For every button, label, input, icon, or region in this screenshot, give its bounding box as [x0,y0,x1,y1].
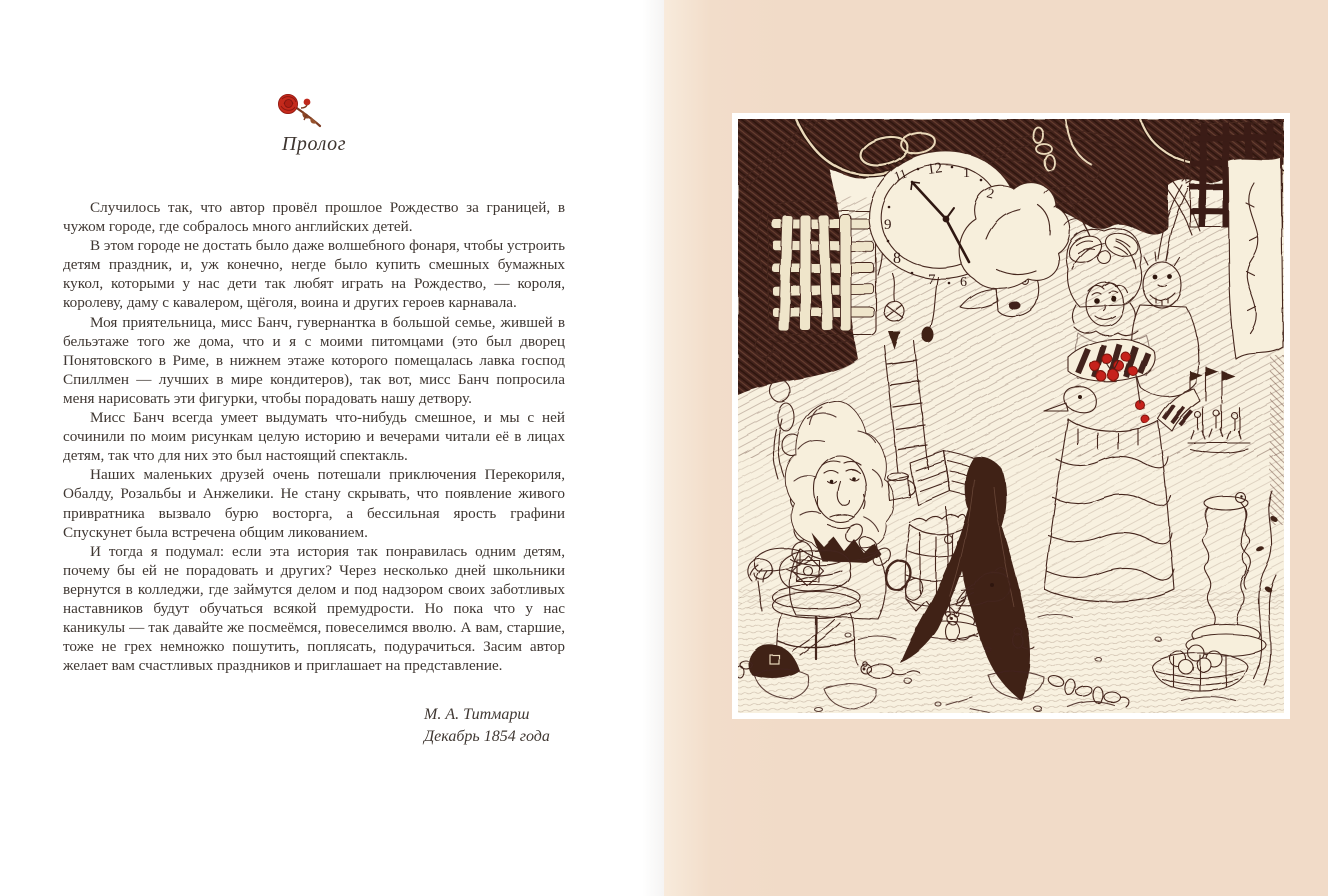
svg-text:7: 7 [928,272,936,288]
paragraph: Моя приятельница, мисс Банч, гувернантка в большой семье, жившей в бельэтаже того же дома, что и я с моими питомцами (это был дворец Понятовского в Риме, в нижнем этаже которого помещалась лавка господ Спиллмен — лучших в мире кондитеров), так вот, мисс Банч попросила меня нарисовать эти фигурки, чтобы порадовать нашу детвору. [63,313,565,407]
paragraph: В этом городе не достать было даже волшебного фонаря, чтобы устроить детям праздник, и, уж конечно, негде было купить смешных бумажных кукол, которыми у нас дети так любят играть на Рождество, — короля, королеву, даму с кавалером, щёголя, воина и других героев карнавала. [63,237,565,312]
svg-text:6: 6 [960,275,967,290]
paragraph: Случилось так, что автор провёл прошлое Рождество за границей, в чужом городе, где собралось много английских детей. [63,199,565,236]
signature-author: М. А. Титмарш [424,706,530,723]
signature-date: Декабрь 1854 года [424,728,550,745]
svg-text:9: 9 [884,217,892,233]
signature-block [424,704,550,748]
prologue-text [63,198,565,675]
svg-text:12: 12 [926,160,944,178]
illustration-plate [732,113,1290,719]
svg-text:11: 11 [891,165,909,184]
paragraph: Наших маленьких друзей очень потешали приключения Перекориля, Обалду, Розальбы и Анжелики. Не стану скрывать, что появление живого привратника вызвало бурю восторга, а бессильная ярость графини Спускунет была встречена общим ликованием. [63,466,565,541]
paragraph: И тогда я подумал: если эта история так понравилась одним детям, почему бы ей не порадовать и других? Через несколько дней школьники вернутся в колледжи, где займутся делом и под надзором своих заботливых наставников будут обучаться всякой премудрости. Но пока что у нас каникулы — так давайте же посмеёмся, повеселимся вволю. А вам, старшие, тоже не грех немножко пошутить, поплясать, подурачиться. Засим автор желает вам счастливых праздников и приглашает на представление. [63,542,565,675]
svg-text:1: 1 [963,166,970,181]
illustration [738,119,1284,713]
svg-text:2: 2 [985,186,996,203]
chapter-title: Пролог [281,133,347,155]
rose-ornament-icon [274,90,326,132]
right-page [664,0,1328,896]
hanging-banner [1228,157,1283,359]
paragraph: Мисс Банч всегда умеет выдумать что-нибудь смешное, и мы с ней сочинили по моим рисункам целую историю и вечерами читали её в лицах детям, так что для них это был настоящий спектакль. [63,409,565,465]
svg-text:8: 8 [893,250,901,267]
